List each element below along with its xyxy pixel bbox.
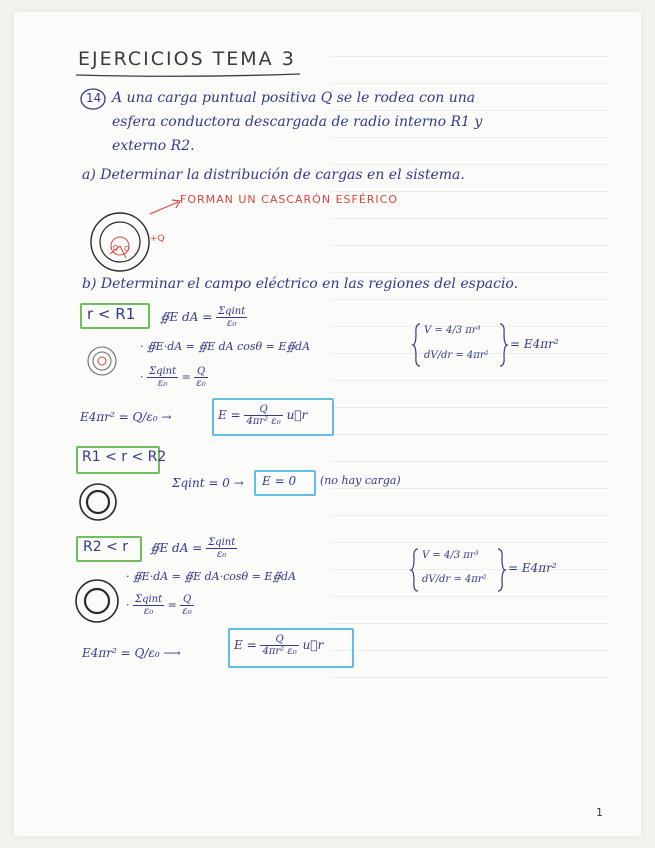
region1-gauss-lhs: ∯E dA = [160,310,213,324]
page-number: 1 [596,806,603,819]
region1-sphere-diagram [86,345,120,379]
exercise-number: 14 [86,91,102,105]
region3-charge-ratio-lhs [133,594,164,617]
region1-result-num: Q [244,404,282,416]
region1-gauss-fraction [216,306,247,329]
page-title: EJERCICIOS TEMA 3 [78,48,296,70]
region1-brace-volume: V = 4/3 πr³ [424,325,481,336]
region3-ratio-rhs-den: ε₀ [182,606,192,617]
region3-ratio-rhs-num: Q [180,594,193,606]
point-charge-label: Q [124,245,130,253]
region3-result-num: Q [260,634,298,646]
region1-ratio-rhs-den: ε₀ [196,378,206,389]
region3-brace-volume: V = 4/3 πr³ [422,550,479,561]
region1-right-brace [498,322,508,368]
region3-charge-ratio-rhs [180,594,193,617]
negative-charge-label: -Q [110,244,119,252]
title-underline [74,72,304,78]
region1-equation: E4πr² = Q/ε₀ → [80,410,172,424]
region2-result: E = 0 [262,474,297,488]
region3-result-fraction [260,634,298,657]
region1-brace-derivative: dV/dr = 4πr² [424,350,489,361]
shell-annotation: FORMAN UN CASCARÓN ESFÉRICO [180,193,399,206]
region2-equation: Σqint = 0 → [172,476,244,490]
region3-brace-derivative: dV/dr = 4πr² [422,574,487,585]
region1-charge-ratio-rhs [194,366,207,389]
region2-note: (no hay carga) [320,474,401,487]
region3-ratio-lhs-den: ε₀ [143,606,154,617]
region1-left-brace [412,322,422,368]
region1-charge-ratio-lhs [147,366,178,389]
region1-ratio-lhs-den: ε₀ [157,378,168,389]
region1-gauss-num: Σqint [218,306,246,317]
region1-result [218,404,307,427]
region3-result [234,634,323,657]
region3-ratio-lhs-num: Σqint [135,594,163,605]
region1-result-prefix: E = [218,408,241,422]
region3-result-unit: u⃗r [302,638,324,652]
region1-charge-ratio: · $\frac{\text{Σqint}}{\text{ε₀}}$ = $\frac{Q}{\text{ε₀}}$ [140,366,206,389]
region3-equation: E4πr² = Q/ε₀ ⟶ [82,646,181,660]
region3-label: R2 < r [83,539,129,555]
region3-result-prefix: E = [234,638,257,652]
region3-gauss-den: ε₀ [216,549,227,560]
statement-line-3: externo R2. [112,138,195,154]
region3-gauss-law [150,537,237,560]
region3-gauss-fraction [206,537,237,560]
region1-gauss-law [160,306,247,329]
region2-label: R1 < r < R2 [82,449,167,465]
region1-result-den: 4πr² ε₀ [246,416,281,427]
statement-line-1: A una carga puntual positiva Q se le rodea con una [112,90,476,106]
region1-gauss-den: ε₀ [226,318,237,329]
region3-brace-result: = E4πr² [508,561,557,575]
region1-ratio-lhs-num: Σqint [149,366,177,377]
region3-gauss-lhs: ∯E dA = [150,541,203,555]
region3-sphere-diagram [74,578,122,626]
region1-brace-result: = E4πr² [510,337,559,351]
region1-label: r < R1 [87,305,136,323]
region1-ratio-rhs-num: Q [194,366,207,378]
region1-result-unit: u⃗r [286,408,308,422]
region1-flux-line: · ∯E·dA = ∯E dA cosθ = E∯dA [140,340,311,353]
part-b-question: b) Determinar el campo eléctrico en las regiones del espacio. [82,276,519,292]
region3-left-brace [410,547,420,593]
statement-line-2: esfera conductora descargada de radio interno R1 y [112,114,483,130]
region1-result-fraction [244,404,282,427]
part-a-question: a) Determinar la distribución de cargas en el sistema. [82,167,465,183]
region3-result-den: 4πr² ε₀ [262,646,297,657]
region3-right-brace [496,547,506,593]
region3-flux-line: · ∯E·dA = ∯E dA·cosθ = E∯dA [126,570,297,583]
positive-charge-label: +Q [150,234,165,244]
region2-sphere-diagram [78,482,120,524]
region3-gauss-num: Σqint [208,537,236,548]
region3-charge-ratio: · $\frac{\text{Σqint}}{\text{ε₀}}$ = $\frac{Q}{\text{ε₀}}$ [126,594,192,617]
